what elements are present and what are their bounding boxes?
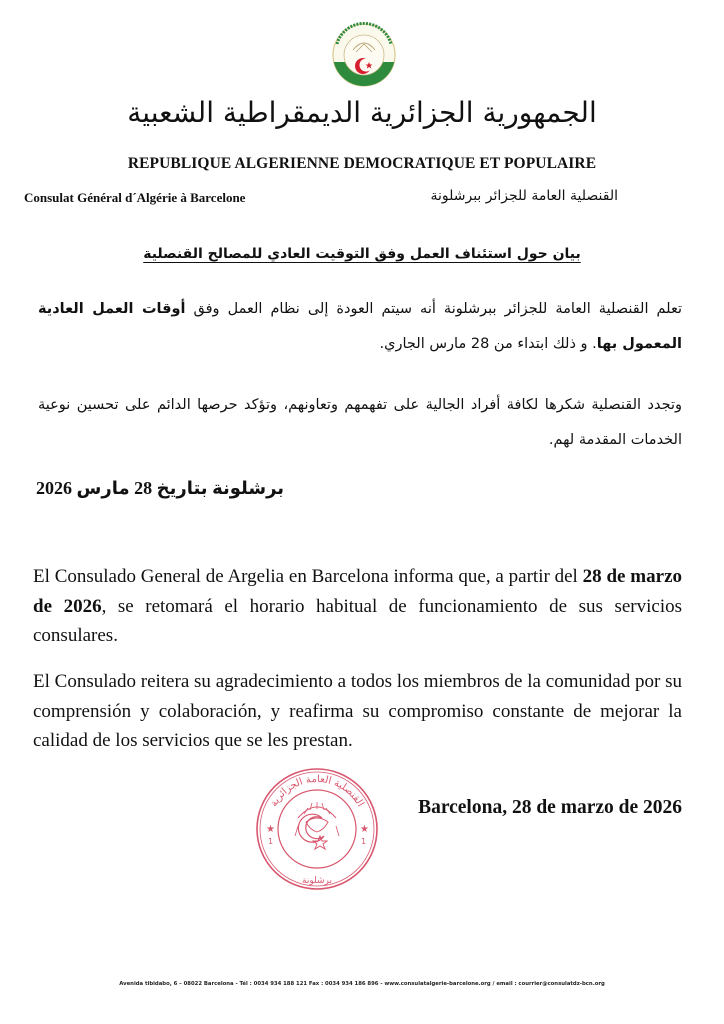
arabic-date-line: برشلونة بتاريخ 28 مارس 2026 — [36, 478, 285, 498]
consulate-seal-icon — [323, 22, 405, 88]
spanish-paragraph-2: El Consulado reitera su agradecimiento a todos los miembros de la comunidad por su comprensión y colaboración, y reafirma su compromiso constante de mejorar la calidad de los servicios que se les prestan. — [33, 671, 682, 751]
official-stamp-icon — [254, 766, 380, 892]
stamp-star-right: ★ — [360, 824, 369, 835]
spanish-paragraph-1-bold: 28 de marzo de 2026 — [33, 566, 682, 617]
spanish-paragraph-1-end: , se retomará el horario habitual de funcionamiento de sus servicios consulares. — [33, 595, 682, 646]
arabic-paragraph-1-end: . و ذلك ابتداء من 28 مارس الجاري. — [379, 336, 597, 352]
spanish-date-line: Barcelona, 28 de marzo de 2026 — [418, 797, 682, 818]
statement-title: بيان حول استئناف العمل وفق التوقيت العادي للمصالح القنصلية — [143, 246, 581, 262]
arabic-paragraph-2: وتجدد القنصلية شكرها لكافة أفراد الجالية على تفهمهم وتعاونهم، وتؤكد حرصها الدائم على تحسين نوعية الخدمات المقدمة لهم. — [38, 397, 682, 448]
stamp-outer-text: القنصلية العامة الجزائرية — [268, 773, 366, 809]
spanish-paragraph-1-text: El Consulado General de Argelia en Barcelona informa que, a partir del — [33, 566, 583, 587]
arabic-paragraph-1 — [38, 292, 682, 362]
french-republic-title: REPUBLIQUE ALGERIENNE DEMOCRATIQUE ET POPULAIRE — [127, 155, 597, 172]
arabic-paragraph-1-text: تعلم القنصلية العامة للجزائر ببرشلونة أنه سيتم العودة إلى نظام العمل وفق — [185, 301, 683, 317]
consulate-name-fr: Consulat Général d´Algérie à Barcelone — [24, 190, 246, 205]
arabic-paragraph-1-bold: أوقات العمل العادية المعمول بها — [38, 301, 682, 352]
stamp-bottom-text: برشلونة — [302, 876, 332, 886]
footer-contact-info: Avenida tibidabo, 6 – 08022 Barcelona - Tél : 0034 934 188 121 Fax : 0034 934 186 896 - www.consulatalgerie-barcelone.org / email : courrier@consulatdz-bcn.org — [119, 981, 605, 987]
stamp-number-right: 1 — [361, 837, 367, 846]
official-stamp — [254, 766, 380, 892]
spanish-paragraph-1 — [33, 562, 682, 651]
stamp-star-left: ★ — [266, 824, 275, 835]
consulate-name-ar: القنصلية العامة للجزائر ببرشلونة — [430, 188, 618, 204]
arabic-republic-title: الجمهورية الجزائرية الديمقراطية الشعبية — [127, 96, 597, 129]
consulate-logo — [323, 22, 405, 88]
stamp-number-left: 1 — [268, 837, 274, 846]
